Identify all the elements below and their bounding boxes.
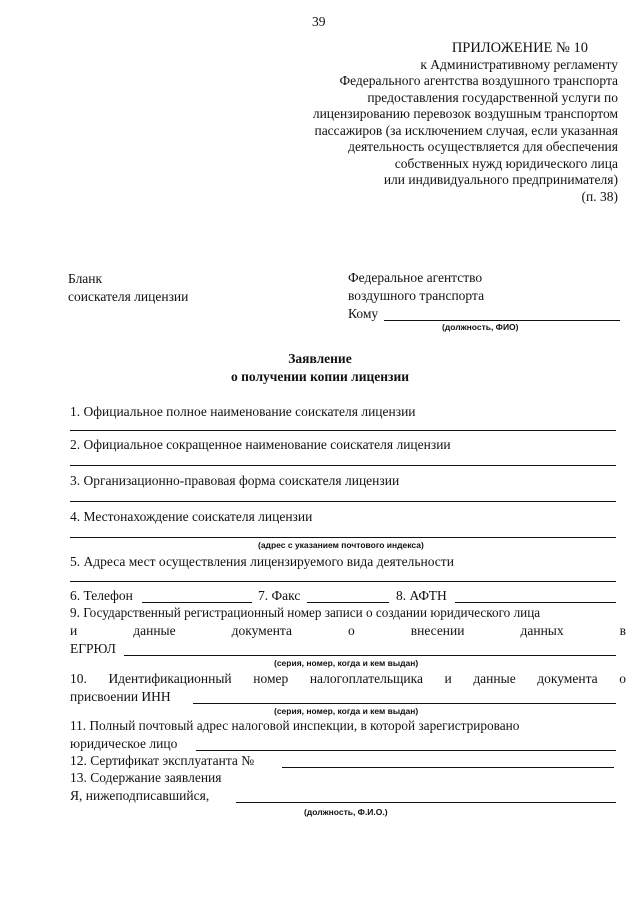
item-3-field-line[interactable] [70, 501, 616, 502]
item-9-line2 [70, 623, 626, 639]
aftn-field-line[interactable] [455, 602, 616, 603]
appendix-line: или индивидуального предпринимателя) [383, 172, 618, 187]
item-10-line2: присвоении ИНН [70, 689, 171, 704]
word: в [619, 623, 626, 638]
appendix-paragraph-ref: (п. 38) [581, 188, 618, 204]
item-12-field-line[interactable] [282, 767, 614, 768]
item-5-label: 5. Адреса мест осуществления лицензируемого вида деятельности [70, 554, 454, 569]
word: о [619, 671, 626, 686]
to-label: Кому [348, 306, 379, 321]
word: внесении [410, 623, 465, 638]
agency-line2: воздушного транспорта [348, 288, 485, 303]
item-11-line1: 11. Полный почтовый адрес налоговой инспекции, в которой зарегистрировано [70, 718, 520, 733]
phone-field-line[interactable] [142, 602, 252, 603]
word: 10. [70, 671, 87, 686]
appendix-line: пассажиров (за исключением случая, если указанная [314, 122, 618, 138]
item-3-label: 3. Организационно-правовая форма соискателя лицензии [70, 473, 400, 488]
word: и [444, 671, 452, 686]
item-9-field-line[interactable] [124, 655, 616, 656]
signer-caption: (должность, Ф.И.О.) [304, 807, 388, 817]
item-7-fax-label: 7. Факс [258, 588, 301, 603]
item-11-field-line[interactable] [196, 750, 616, 751]
appendix-line: деятельность осуществляется для обеспечения [348, 139, 618, 154]
item-4-label: 4. Местонахождение соискателя лицензии [70, 509, 313, 524]
word: и [70, 623, 78, 638]
word: Идентификационный [108, 671, 232, 686]
item-9-line3: ЕГРЮЛ [70, 641, 116, 656]
appendix-block [313, 40, 618, 205]
item-10-field-line[interactable] [193, 703, 616, 704]
signer-field-line[interactable] [236, 802, 616, 803]
item-5-field-line[interactable] [70, 581, 616, 582]
item-4-field-line[interactable] [70, 537, 616, 538]
appendix-line: предоставления государственной услуги по [367, 89, 618, 105]
word: налогоплательщика [309, 671, 423, 686]
item-1-field-line[interactable] [70, 430, 616, 431]
item-12-label: 12. Сертификат эксплуатанта № [70, 753, 255, 768]
item-10-caption: (серия, номер, когда и кем выдан) [274, 706, 419, 716]
word: о [347, 623, 355, 638]
blank-label: Бланк [68, 271, 103, 286]
item-1-label: 1. Официальное полное наименование соискателя лицензии [70, 404, 416, 419]
item-6-phone-label: 6. Телефон [70, 588, 133, 603]
word: номер [253, 671, 289, 686]
heading-line1: Заявление [288, 351, 352, 366]
agency-line1: Федеральное агентство [348, 270, 483, 285]
word: документа [231, 623, 292, 638]
word: данные [133, 623, 176, 638]
applicant-label: соискателя лицензии [68, 289, 189, 304]
to-caption: (должность, ФИО) [442, 322, 519, 332]
appendix-line: собственных нужд юридического лица [394, 155, 618, 171]
word: данные [473, 671, 516, 686]
appendix-line: Федерального агентства воздушного транспорта [339, 73, 618, 88]
word: данных [520, 623, 564, 638]
signer-label: Я, нижеподписавшийся, [70, 788, 210, 803]
appendix-line: к Административному регламенту [420, 56, 618, 72]
item-2-label: 2. Официальное сокращенное наименование соискателя лицензии [70, 437, 451, 452]
appendix-title: ПРИЛОЖЕНИЕ № 10 [451, 40, 588, 56]
to-field-line[interactable] [384, 320, 620, 321]
appendix-line: лицензированию перевозок воздушным транспортом [312, 106, 618, 121]
fax-field-line[interactable] [307, 602, 389, 603]
heading-line2: о получении копии лицензии [230, 369, 410, 384]
word: документа [537, 671, 598, 686]
item-9-line1: 9. Государственный регистрационный номер записи о создании юридического лица [70, 605, 541, 620]
item-13-label: 13. Содержание заявления [70, 770, 222, 785]
item-11-line2: юридическое лицо [70, 736, 178, 751]
item-10-line1 [70, 671, 626, 687]
item-9-caption: (серия, номер, когда и кем выдан) [274, 658, 419, 668]
page-number: 39 [312, 14, 326, 29]
item-8-aftn-label: 8. АФТН [396, 588, 447, 603]
item-4-caption: (адрес с указанием почтового индекса) [258, 540, 424, 550]
item-2-field-line[interactable] [70, 465, 616, 466]
